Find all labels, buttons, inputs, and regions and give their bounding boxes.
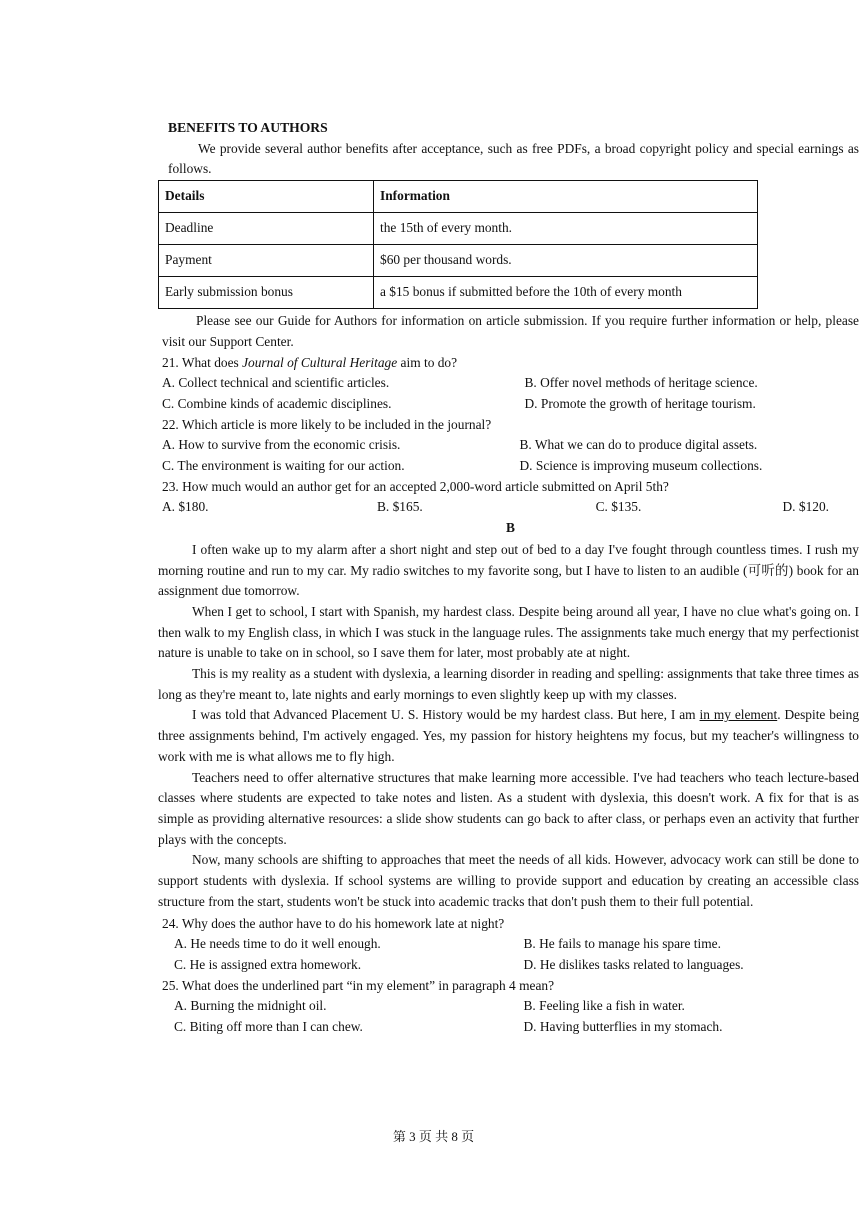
option-b: B. What we can do to produce digital assets. <box>519 437 758 453</box>
passage-label: B <box>506 520 515 536</box>
passage-paragraph: When I get to school, I start with Spanish, my hardest class. Despite being around all year, I have no clue what's going on. I then walk to my English class, in which I was stuck in the language rules. The assignments take much energy that my perfectionist nature is unable to take on in school, so I save them for later, most probably ate at night. <box>158 603 859 661</box>
question-23-stem: 23. How much would an author get for an accepted 2,000-word article submitted on April 5th? <box>162 478 669 494</box>
table-row <box>159 245 758 277</box>
option-c: C. Combine kinds of academic disciplines. <box>162 395 392 411</box>
question-25-stem: 25. What does the underlined part “in my element” in paragraph 4 mean? <box>162 977 555 993</box>
option-a: A. He needs time to do it well enough. <box>174 936 381 952</box>
journal-title: Journal of Cultural Heritage <box>242 354 398 370</box>
table-cell: Early submission bonus <box>159 277 374 309</box>
option-b: B. He fails to manage his spare time. <box>523 936 721 952</box>
paragraph-text: I was told that Advanced Placement U. S. History would be my hardest class. But here, I am <box>192 707 700 723</box>
passage-paragraph: I often wake up to my alarm after a short night and step out of bed to a day I've fought through countless times. I rush my morning routine and run to my car. My radio switches to my favorite song, but I have to listen to an audible (可听的) book for an assignment due tomorrow. <box>158 541 859 599</box>
stem-text: aim to do? <box>397 354 458 370</box>
passage-paragraph-4 <box>158 705 859 767</box>
question-24-options <box>162 955 859 976</box>
option-a: A. How to survive from the economic crisis. <box>162 437 401 453</box>
option-c: C. He is assigned extra homework. <box>174 956 362 972</box>
option-d: D. Science is improving museum collections. <box>519 458 763 474</box>
option-c: C. $135. <box>595 499 642 515</box>
table-cell: $60 per thousand words. <box>374 245 758 277</box>
benefits-closing: Please see our Guide for Authors for information on article submission. If you require further information or help, please visit our Support Center. <box>162 313 859 349</box>
question-24-options <box>162 934 859 955</box>
benefits-table <box>158 180 758 309</box>
option-a: A. Burning the midnight oil. <box>174 998 327 1014</box>
option-b: B. $165. <box>376 499 423 515</box>
table-cell: a $15 bonus if submitted before the 10th of every month <box>374 277 758 309</box>
stem-text: 21. What does <box>162 354 243 370</box>
table-header-cell: Details <box>159 181 374 213</box>
benefits-intro: We provide several author benefits after acceptance, such as free PDFs, a broad copyright policy and special earnings as follows. <box>168 140 859 177</box>
question-25-options <box>162 996 859 1017</box>
question-22-options <box>162 456 859 477</box>
question-22-stem: 22. Which article is more likely to be included in the journal? <box>162 416 492 432</box>
question-21-options <box>162 373 859 394</box>
table-header-cell: Information <box>374 181 758 213</box>
option-b: B. Offer novel methods of heritage science. <box>524 375 758 391</box>
question-21-stem <box>162 353 859 374</box>
option-d: D. $120. <box>782 499 830 515</box>
paragraph-text: . Despite being three assignments behind, I'm actively engaged. Yes, my passion for history heightens my focus, but my teacher's willingness to work with me is what allows me to fly high. <box>158 707 860 764</box>
question-21-options <box>162 394 859 415</box>
table-header-row <box>159 181 758 213</box>
table-row <box>159 213 758 245</box>
option-d: D. He dislikes tasks related to languages. <box>523 956 744 972</box>
option-c: C. Biting off more than I can chew. <box>174 1019 363 1035</box>
table-cell: the 15th of every month. <box>374 213 758 245</box>
page-number: 第 3 页 共 8 页 <box>392 1129 475 1144</box>
option-c: C. The environment is waiting for our action. <box>162 458 405 474</box>
passage-paragraph: Now, many schools are shifting to approaches that meet the needs of all kids. However, advocacy work can still be done to support students with dyslexia. If school systems are willing to provide support and education by creating an accessible class structure from the start, students won't be stuck into academic tracks that don't push them to their full potential. <box>158 852 859 909</box>
question-23-options <box>162 497 859 518</box>
question-25-options <box>162 1017 859 1038</box>
table-cell: Deadline <box>159 213 374 245</box>
exam-page <box>158 118 860 1038</box>
option-a: A. Collect technical and scientific articles. <box>162 375 390 391</box>
passage-paragraph: This is my reality as a student with dyslexia, a learning disorder in reading and spelling: assignments that take three times as long as they're meant to, late nights and early mornings to even slightly keep up with my classes. <box>158 666 859 702</box>
option-d: D. Having butterflies in my stomach. <box>523 1019 723 1035</box>
table-cell: Payment <box>159 245 374 277</box>
option-a: A. $180. <box>162 499 209 515</box>
option-d: D. Promote the growth of heritage tourism. <box>524 395 756 411</box>
question-22-options <box>162 435 859 456</box>
table-row <box>159 277 758 309</box>
option-b: B. Feeling like a fish in water. <box>523 998 685 1014</box>
question-24-stem: 24. Why does the author have to do his homework late at night? <box>162 915 505 931</box>
underlined-phrase: in my element <box>699 707 778 723</box>
section-heading: BENEFITS TO AUTHORS <box>168 120 328 135</box>
passage-b <box>158 540 859 913</box>
passage-paragraph: Teachers need to offer alternative structures that make learning more accessible. I've had teachers who teach lecture-based classes where students are expected to take notes and listen. As a student with dyslexia, this doesn't work. A fix for that is as simple as providing alternative resources: a slide show students can go back to after class, or perhaps even an activity that further plays with the concepts. <box>158 769 859 847</box>
